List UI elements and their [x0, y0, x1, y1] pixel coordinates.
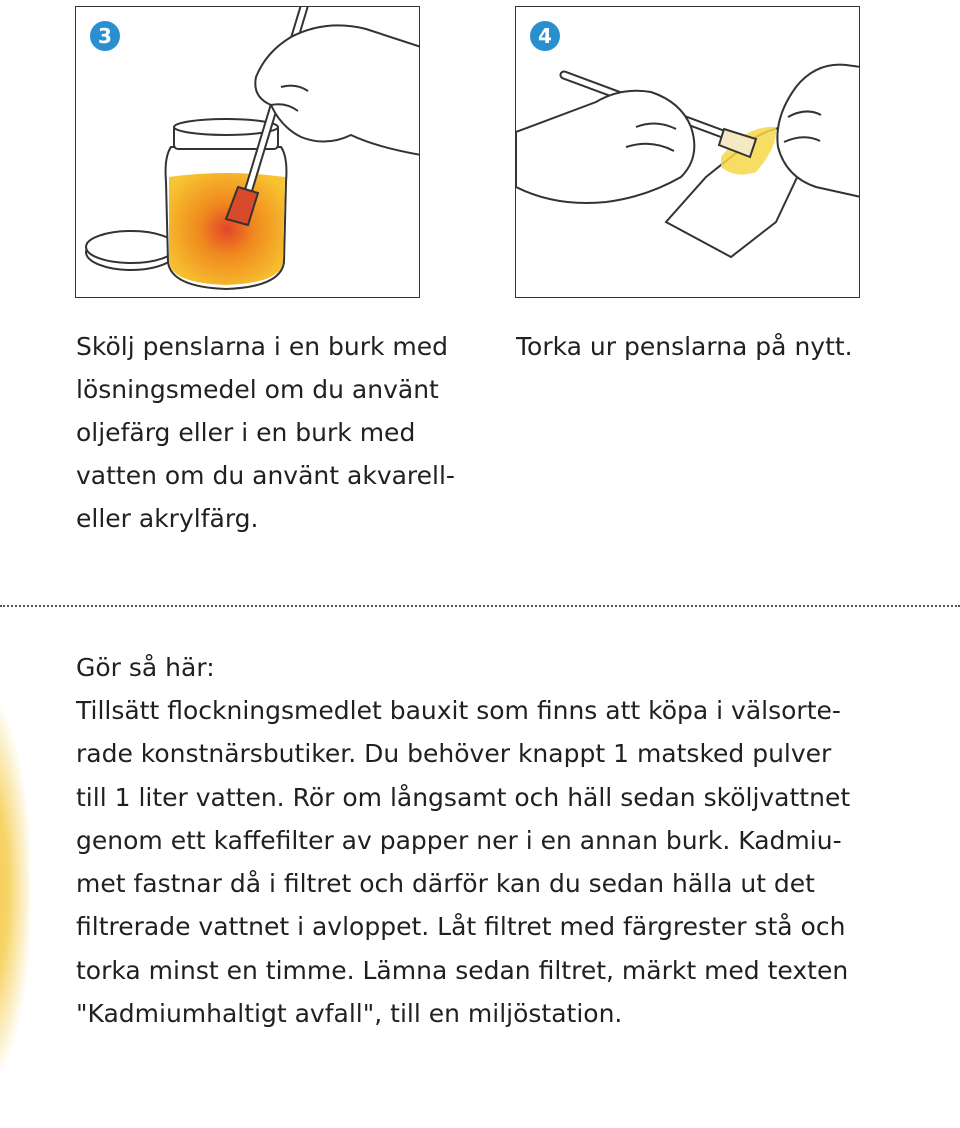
brush-drying-icon: [516, 7, 860, 298]
step-3-caption: Skölj penslarna i en burk med lösningsmedel om du använt oljefärg eller i en burk med vatten om du använt akvarell- eller akrylfärg.: [76, 332, 455, 533]
jar-rinse-icon: [76, 7, 420, 298]
step-4-caption: Torka ur penslarna på nytt.: [516, 332, 853, 361]
step-3-badge: 3: [90, 21, 120, 51]
left-hand: [516, 91, 694, 203]
hand: [255, 25, 420, 155]
instructions-body: Tillsätt flockningsmedlet bauxit som finns att köpa i välsorte- rade konstnärsbutiker. Du behöver knappt 1 matsked pulver till 1 liter vatten. Rör om långsamt och häll sedan sköljvattnet genom ett kaffefilter av papper ner i en annan burk. Kadmiu- met fastnar då i filtret och därför kan du sedan hälla ut det filtrerade vattnet i avloppet. Låt filtret med färgrester stå och torka minst en timme. Lämna sedan filtret, märkt med texten "Kadmiumhaltigt avfall", till en miljöstation.: [76, 696, 851, 1029]
paint-splash-edge: [0, 700, 30, 1080]
step-4-illustration: [515, 6, 860, 298]
instructions-heading: Gör så här:: [76, 653, 215, 682]
step-4-badge: 4: [530, 21, 560, 51]
step-3-illustration: [75, 6, 420, 298]
section-divider: [0, 605, 960, 607]
paint-water: [169, 173, 285, 285]
